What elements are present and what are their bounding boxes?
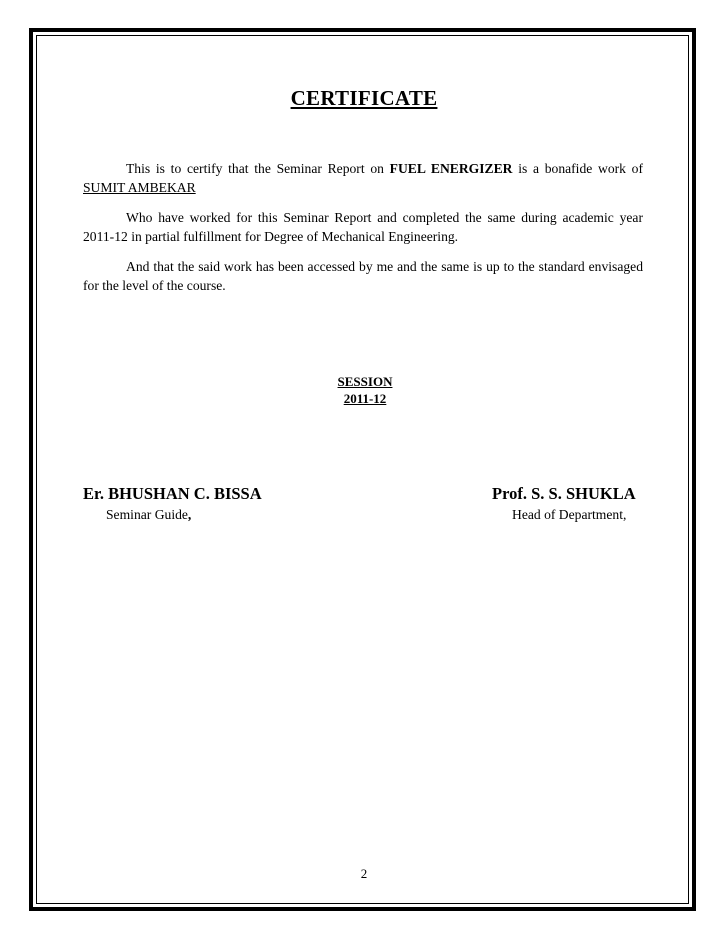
student-name: SUMIT AMBEKAR — [83, 180, 196, 195]
session-years: 2011-12 — [343, 391, 387, 406]
hod-role: Head of Department, — [512, 507, 627, 522]
certification-paragraph — [83, 159, 643, 197]
hod-name: Prof. S. S. SHUKLA — [492, 484, 636, 503]
session-label: SESSION — [337, 374, 393, 389]
certification-text-after: is a bonafide work of — [512, 161, 643, 176]
completion-paragraph — [83, 208, 643, 246]
certification-text-before: This is to certify that the Seminar Report on — [126, 161, 390, 176]
guide-role-text: Seminar Guide — [106, 507, 188, 522]
certificate-title: CERTIFICATE — [290, 86, 438, 110]
guide-name: Er. BHUSHAN C. BISSA — [83, 484, 262, 503]
session-block — [330, 373, 400, 407]
standard-text: And that the said work has been accessed by me and the same is up to the standard envisaged for the level of the course. — [83, 259, 643, 293]
guide-role-comma: , — [187, 507, 192, 522]
standard-paragraph — [83, 257, 643, 295]
page-number: 2 — [360, 866, 368, 881]
report-topic: FUEL ENERGIZER — [389, 161, 513, 176]
completion-text: Who have worked for this Seminar Report and completed the same during academic year 2011-12 in partial fulfillment for Degree of Mechanical Engineering. — [83, 210, 643, 244]
guide-role — [106, 507, 191, 523]
